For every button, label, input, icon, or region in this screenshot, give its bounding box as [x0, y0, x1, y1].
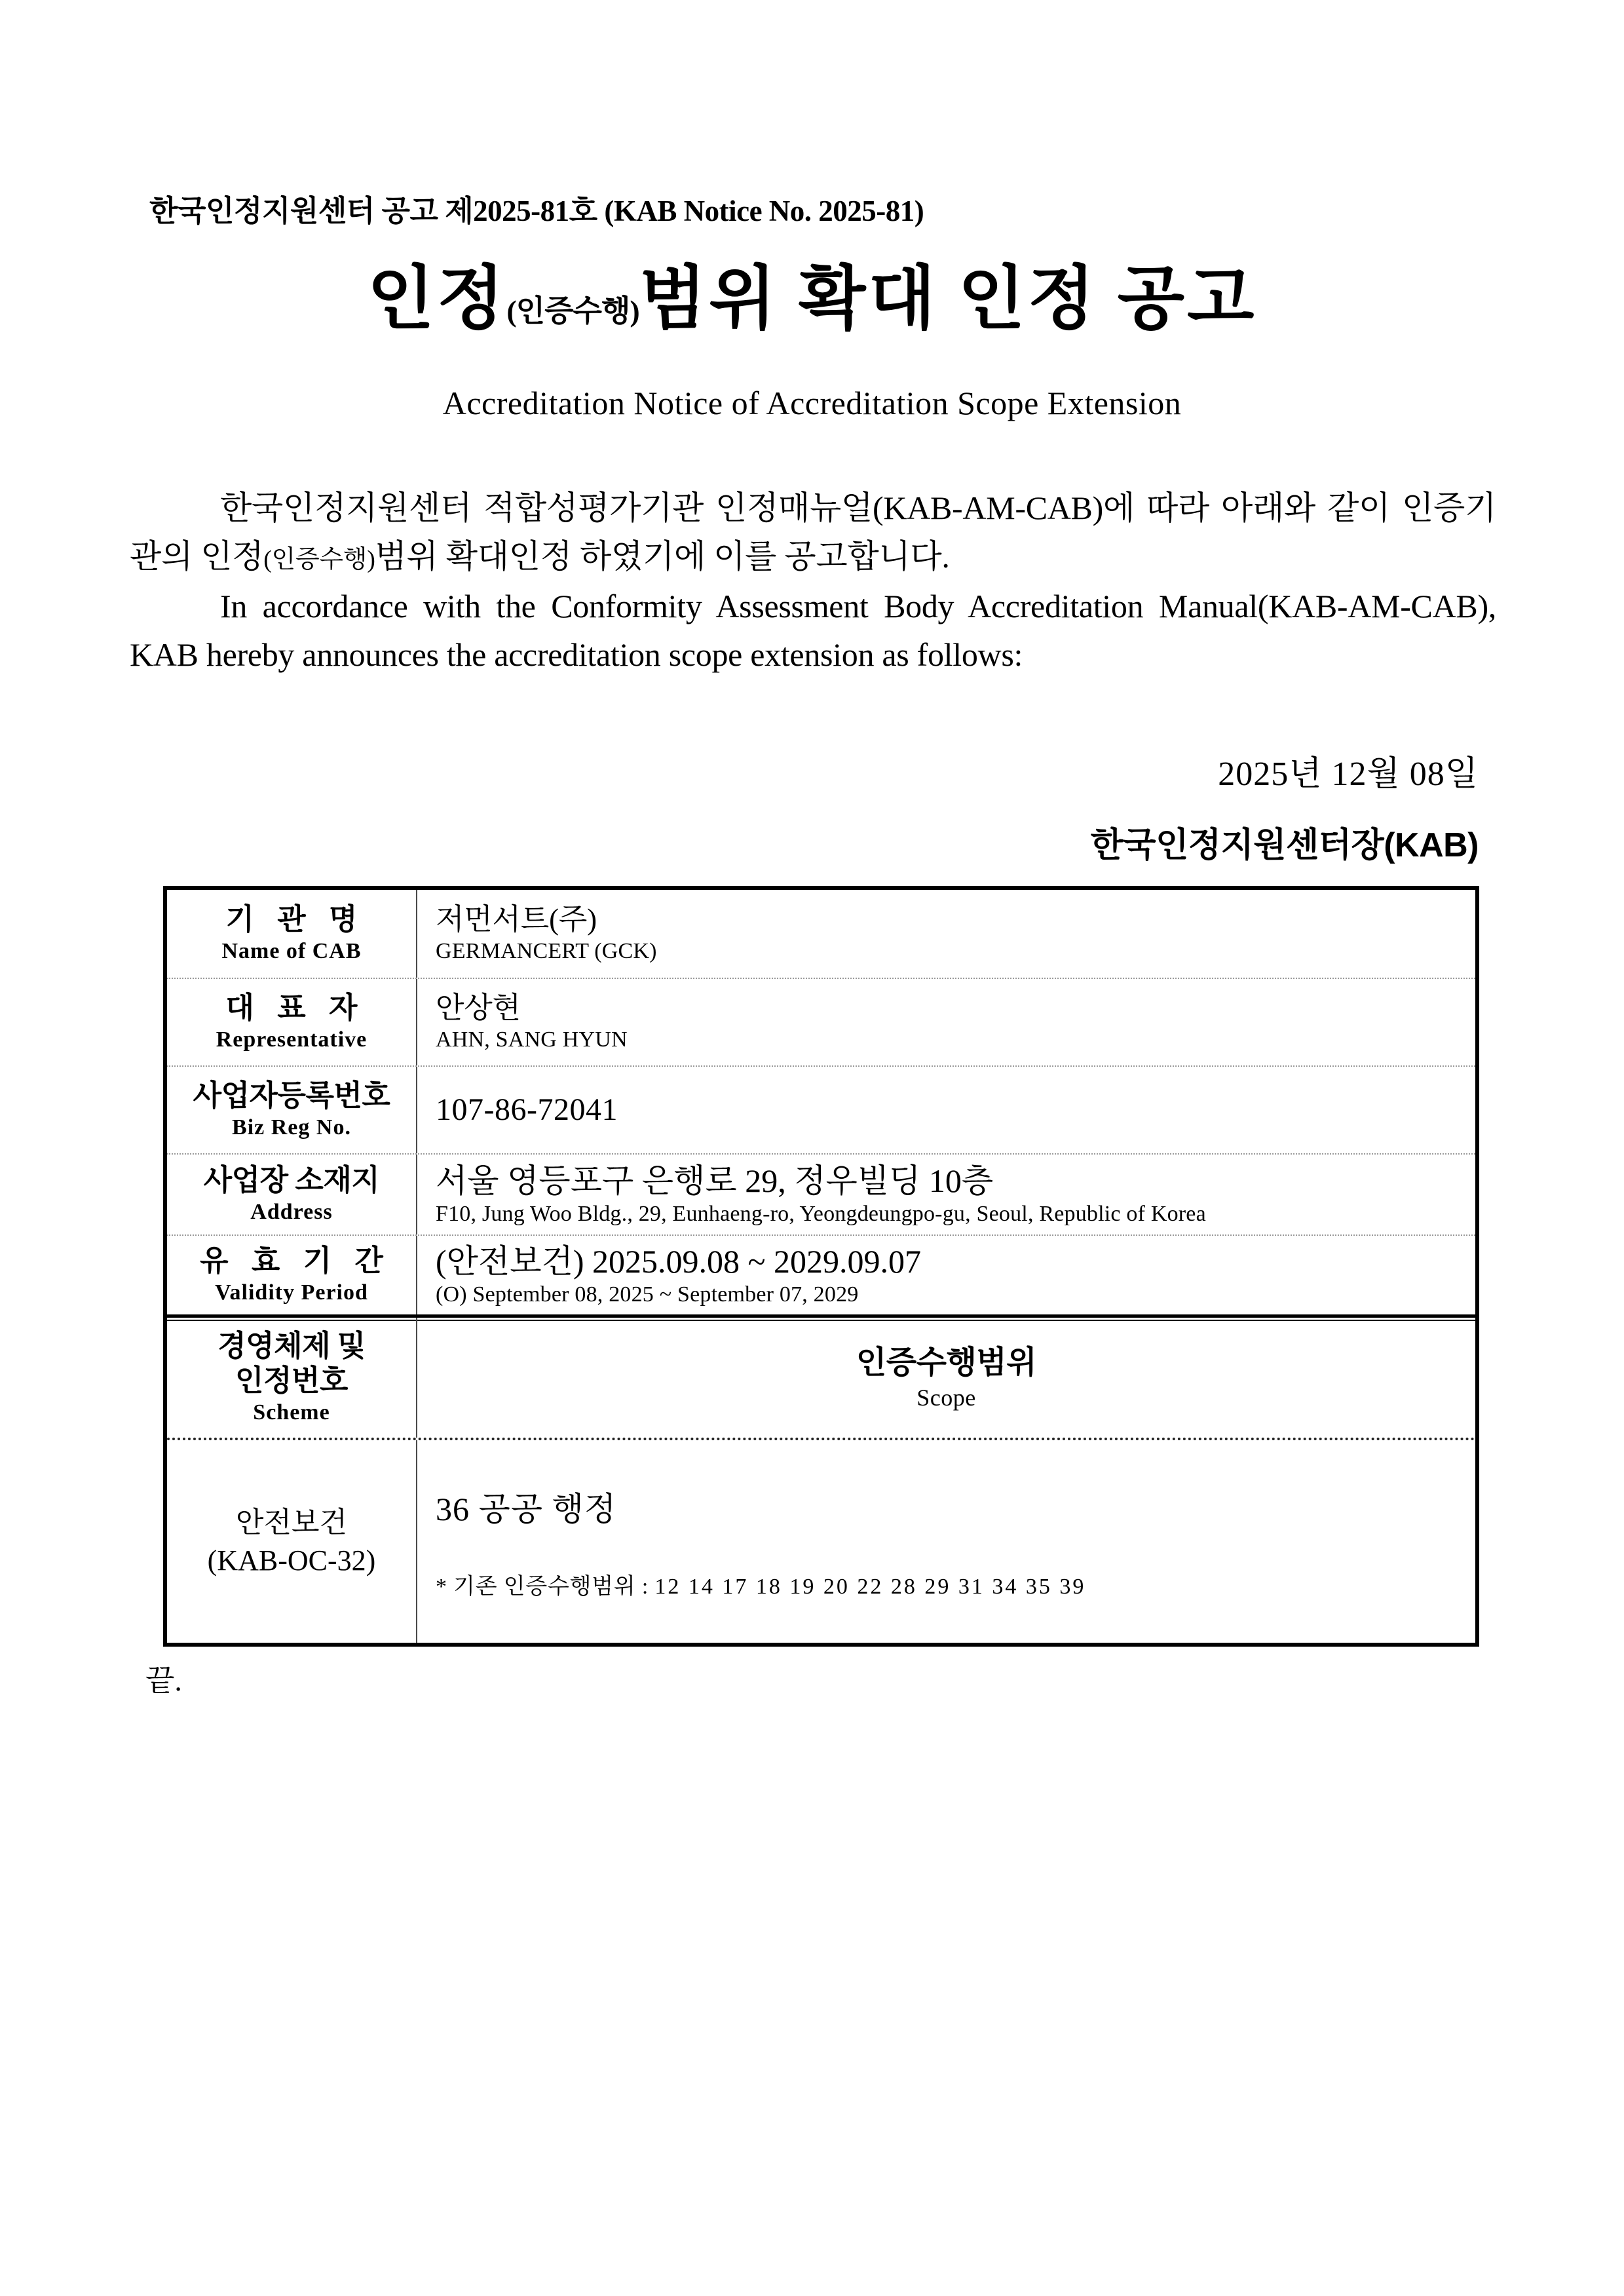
title-parenthetical: (인증수행) — [506, 294, 639, 328]
body-paragraph-korean — [130, 484, 1496, 584]
existing-scope-note-prefix: * 기존 인증수행범위 : — [436, 1575, 655, 1599]
label-english: Biz Reg No. — [232, 1115, 351, 1140]
signature-block — [1091, 746, 1479, 866]
accreditation-table — [163, 886, 1479, 1647]
row-label-name-of-cab — [167, 890, 417, 978]
issuing-organization: 한국인정지원센터장(KAB) — [1090, 826, 1479, 864]
title-part-1: 인정 — [367, 261, 507, 337]
label-korean: 사업자등록번호 — [193, 1079, 390, 1113]
issue-date: 2025년 12월 08일 — [1218, 756, 1479, 793]
row-label-safety-health-scheme — [167, 1440, 417, 1643]
body-paragraph-english — [130, 582, 1496, 679]
value-registration-number: 107-86-72041 — [436, 1092, 618, 1128]
label-english: Scheme — [253, 1400, 330, 1425]
row-label-address — [167, 1155, 417, 1234]
label-english: Name of CAB — [221, 939, 362, 964]
title-block — [0, 262, 1624, 337]
row-value-scope-header — [417, 1318, 1475, 1438]
label-korean: 사업장 소재지 — [203, 1164, 380, 1197]
label-english: Address — [250, 1200, 333, 1225]
label-english: Representative — [216, 1027, 368, 1052]
value-korean: 저먼서트(주) — [436, 903, 597, 936]
existing-scope-numbers: 12 14 17 18 19 20 22 28 29 31 34 35 39 — [654, 1575, 1086, 1599]
page-title — [0, 262, 1624, 337]
table-row — [167, 890, 1475, 978]
row-value-address — [417, 1155, 1475, 1234]
label-korean: 유 효 기 간 — [200, 1244, 391, 1278]
page-subtitle: Accreditation Notice of Accreditation Scope Extension — [442, 385, 1182, 421]
value-english: GERMANCERT (GCK) — [436, 939, 657, 964]
row-value-validity-period — [417, 1236, 1475, 1314]
table-row — [167, 978, 1475, 1065]
row-label-biz-reg-no — [167, 1067, 417, 1153]
label-korean: 기 관 명 — [225, 903, 366, 936]
scheme-name: 안전보건 — [235, 1506, 347, 1539]
label-english: Validity Period — [215, 1280, 368, 1305]
table-row-scope-content — [167, 1438, 1475, 1643]
row-value-representative — [417, 979, 1475, 1065]
label-korean: 대 표 자 — [225, 991, 366, 1025]
body-korean-part-1: 한국인정지원센터 적합성평가기관 인정매뉴얼(KAB-AM-CAB)에 따라 아래와 같이 인증기관의 인정 — [130, 489, 1496, 575]
scope-header-korean: 인증수행범위 — [856, 1345, 1037, 1380]
existing-scope-note — [436, 1568, 1475, 1600]
row-label-scheme — [167, 1318, 417, 1438]
row-label-validity-period — [167, 1236, 417, 1314]
row-value-name-of-cab — [417, 890, 1475, 978]
scheme-code: (KAB-OC-32) — [207, 1544, 376, 1577]
body-korean-part-2: 범위 확대인정 하였기에 이를 공고합니다. — [375, 538, 950, 575]
table-row — [167, 1153, 1475, 1234]
row-value-biz-reg-no — [417, 1067, 1475, 1153]
end-mark: 끝. — [145, 1664, 182, 1697]
notice-header: 한국인정지원센터 공고 제2025-81호 (KAB Notice No. 2025-81) — [149, 195, 924, 227]
title-part-2: 범위 확대 인정 공고 — [639, 261, 1257, 337]
row-value-scope-content — [417, 1440, 1475, 1643]
value-english: (O) September 08, 2025 ~ September 07, 2029 — [436, 1282, 859, 1307]
label-korean-line-2: 인정번호 — [235, 1364, 348, 1398]
value-korean: (안전보건) 2025.09.08 ~ 2029.09.07 — [436, 1242, 922, 1280]
table-header-row-scheme — [167, 1314, 1475, 1438]
value-korean: 서울 영등포구 은행로 29, 정우빌딩 10층 — [436, 1162, 994, 1199]
row-label-representative — [167, 979, 417, 1065]
label-korean-line-1: 경영체제 및 — [217, 1330, 366, 1362]
body-korean-parenthetical: (인증수행) — [263, 546, 375, 573]
table-row — [167, 1065, 1475, 1153]
value-korean: 안상현 — [436, 991, 521, 1025]
value-english: F10, Jung Woo Bldg., 29, Eunhaeng-ro, Yeongdeungpo-gu, Seoul, Republic of Korea — [436, 1201, 1206, 1226]
table-row — [167, 1234, 1475, 1314]
scope-header-english: Scope — [916, 1385, 976, 1411]
scope-entry: 36 공공 행정 — [436, 1491, 617, 1527]
body-english-text: In accordance with the Conformity Assessment Body Accreditation Manual(KAB-AM-CAB), KAB hereby announces the accreditation scope extension as follows: — [130, 588, 1496, 673]
value-english: AHN, SANG HYUN — [436, 1027, 628, 1052]
